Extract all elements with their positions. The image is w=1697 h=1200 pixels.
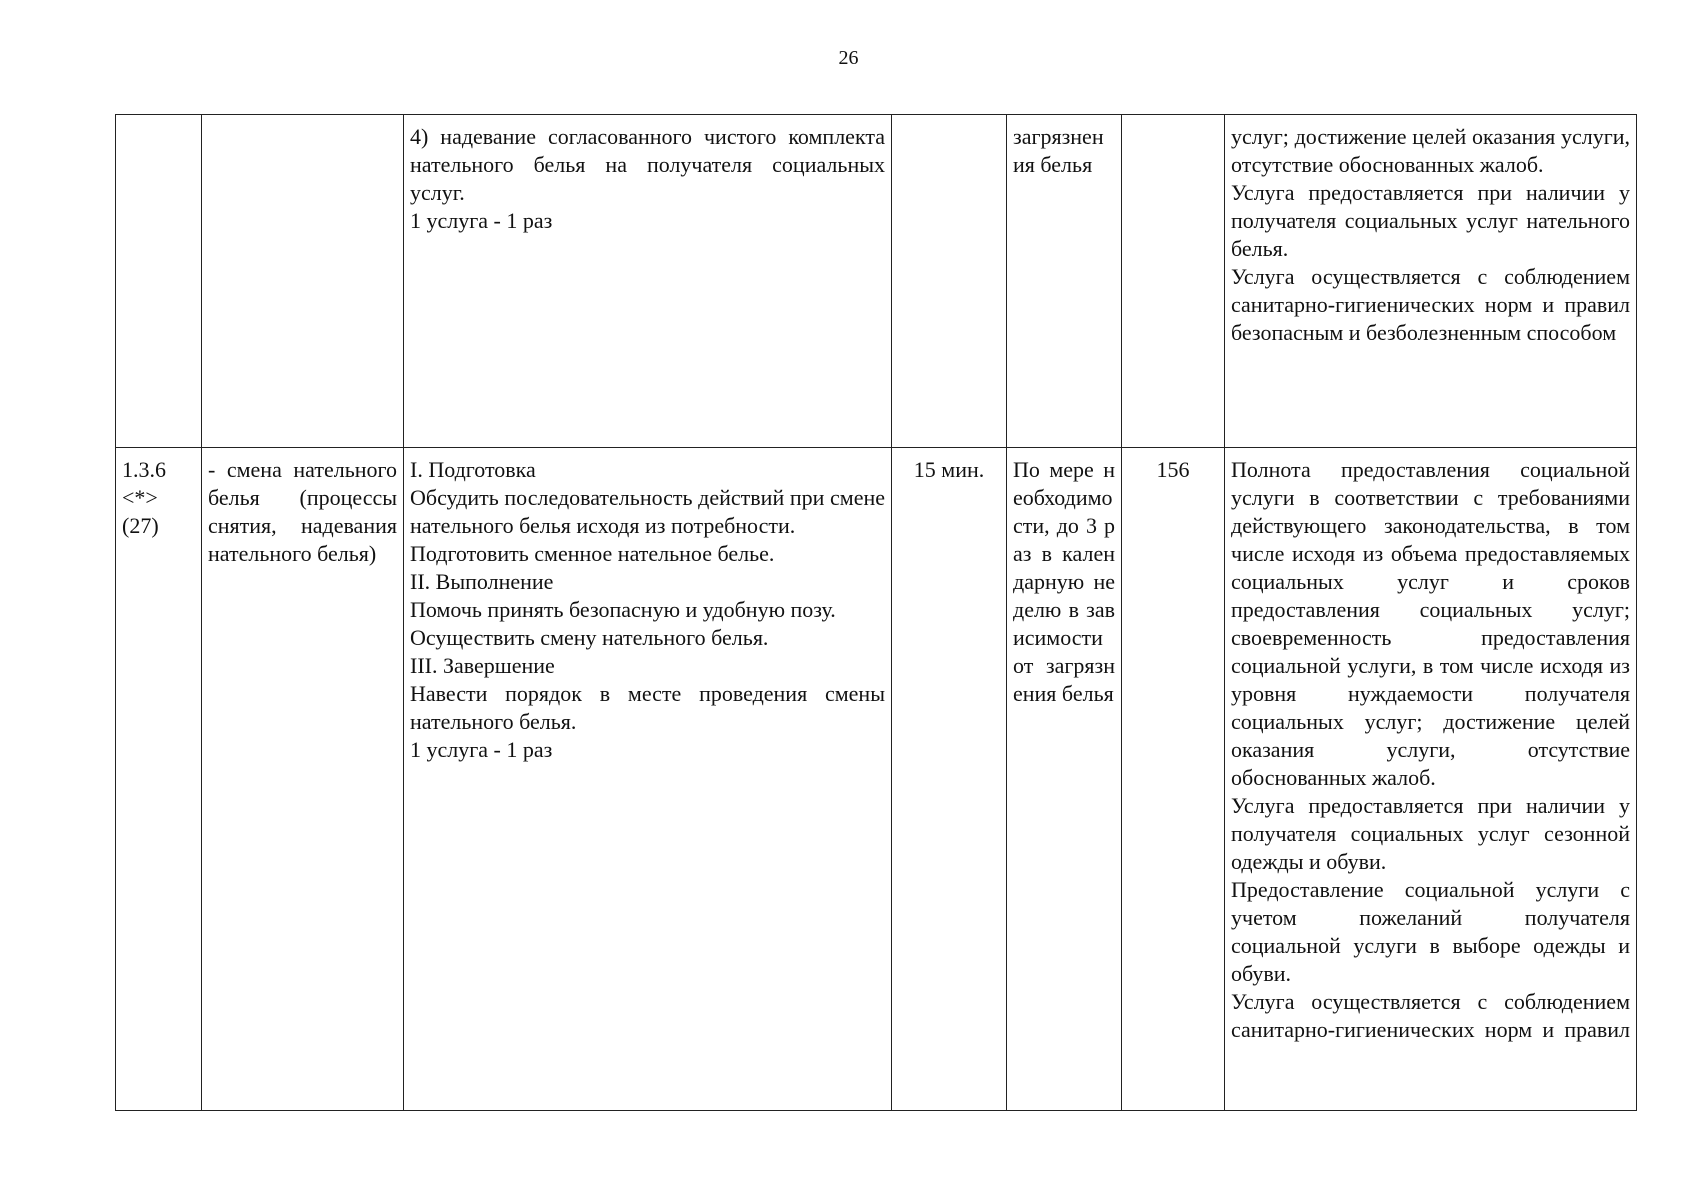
quality-line: Услуга осуществляется с соблюдением санитарно-гигиенических норм и правил безопасным и безболезненным способом (1231, 264, 1630, 345)
quality-line: услуг; достижение целей оказания услуги, отсутствие обоснованных жалоб. (1231, 124, 1630, 177)
table-row (116, 115, 1637, 448)
table-row (116, 448, 1637, 1111)
cell-code (116, 115, 202, 448)
description-line: 1 услуга - 1 раз (410, 208, 553, 233)
description-line: 1 услуга - 1 раз (410, 737, 553, 762)
description-line: II. Выполнение (410, 569, 554, 594)
cell-count (1122, 115, 1225, 448)
cell-description (404, 448, 892, 1111)
description-line: 4) надевание согласованного чистого комплекта нательного белья на получателя социальных услуг. (410, 124, 885, 205)
page-number: 26 (838, 47, 859, 69)
quality-line: Услуга предоставляется при наличии у получателя социальных услуг сезонной одежды и обуви. (1231, 793, 1630, 874)
cell-duration (892, 115, 1007, 448)
cell-quality (1225, 448, 1637, 1111)
periodicity-text: загрязнения белья (1013, 124, 1104, 177)
quality-line: Услуга осуществляется с соблюдением санитарно-гигиенических норм и правил (1231, 989, 1630, 1042)
description-line: Навести порядок в месте проведения смены нательного белья. (410, 681, 885, 734)
description-line: Помочь принять безопасную и удобную позу. (410, 597, 836, 622)
cell-periodicity (1007, 448, 1122, 1111)
quality-line: Предоставление социальной услуги с учетом пожеланий получателя социальной услуги в выборе одежды и обуви. (1231, 877, 1630, 986)
cell-count: 156 (1122, 448, 1225, 1111)
description-line: I. Подготовка (410, 457, 536, 482)
description-line: III. Завершение (410, 653, 555, 678)
description-line: Обсудить последовательность действий при смене нательного белья исходя из потребности. (410, 485, 885, 538)
cell-quality (1225, 115, 1637, 448)
cell-name: - смена нательного белья (процессы снятия, надевания нательного белья) (202, 448, 404, 1111)
cell-code: 1.3.6 <*> (27) (116, 448, 202, 1111)
services-table (115, 114, 1637, 1111)
quality-line: Полнота предоставления социальной услуги в соответствии с требованиями действующего законодательства, в том числе исходя из объема предоставляемых социальных услуг и сроков предоставления социальных услуг; своевременность предоставления социальной услуги, в том числе исходя из уровня нуждаемости получателя социальных услуг; достижение целей оказания услуги, отсутствие обоснованных жалоб. (1231, 457, 1630, 790)
cell-periodicity (1007, 115, 1122, 448)
cell-description (404, 115, 892, 448)
cell-duration: 15 мин. (892, 448, 1007, 1111)
description-line: Подготовить сменное нательное белье. (410, 541, 775, 566)
periodicity-text: По мере необходимости, до 3 раз в календарную неделю в зависимости от загрязнения белья (1013, 457, 1115, 706)
description-line: Осуществить смену нательного белья. (410, 625, 769, 650)
quality-line: Услуга предоставляется при наличии у получателя социальных услуг нательного белья. (1231, 180, 1630, 261)
cell-name (202, 115, 404, 448)
